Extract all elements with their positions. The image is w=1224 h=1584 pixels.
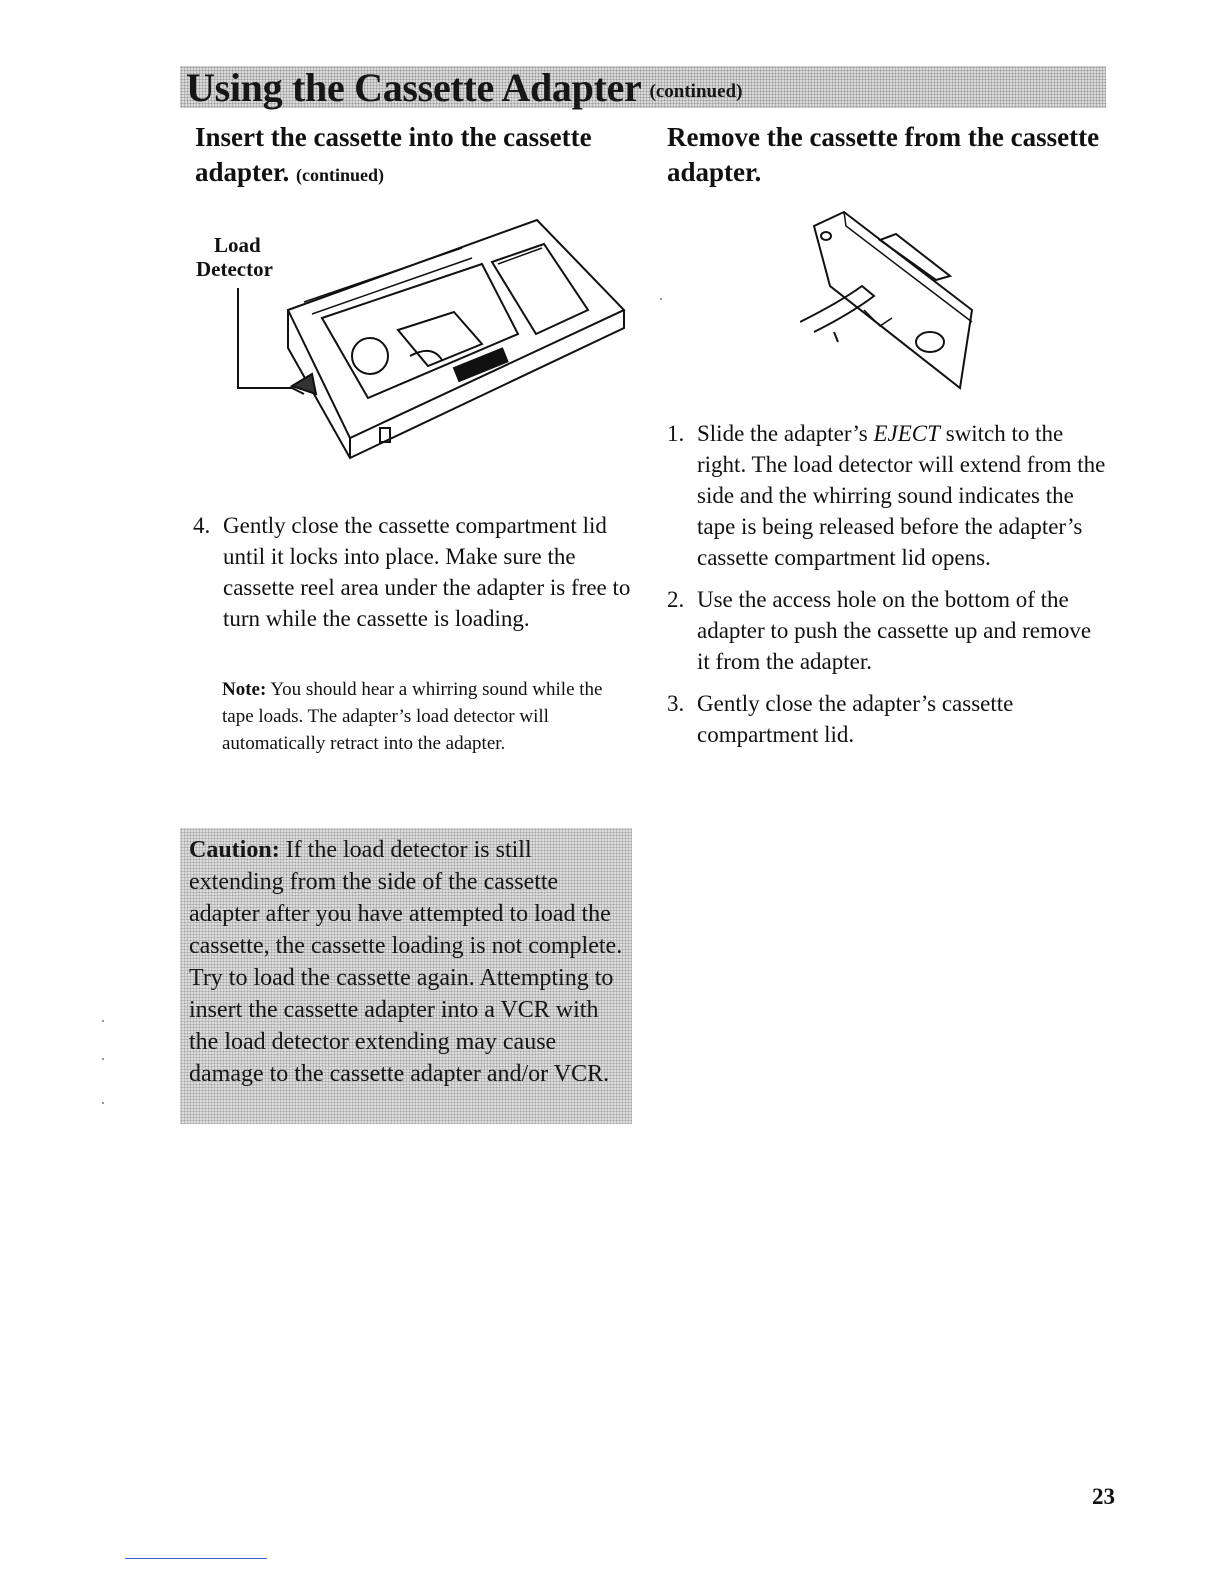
caution-label: Caution: — [189, 837, 280, 863]
step-text: Gently close the cassette compartment lid until it locks into place. Make sure the cassette reel area under the adapter is free to turn while the cassette is loading. — [223, 513, 631, 631]
scan-dot — [102, 1020, 104, 1022]
left-heading-text: Insert the cassette into the cassette adapter. — [195, 122, 592, 187]
note-label: Note: — [222, 679, 267, 700]
page-number: 23 — [1092, 1484, 1115, 1509]
caution-text: If the load detector is still extending from the side of the cassette adapter after you have attempted to load the cassette, the cassette loading is not complete. Try to load the cassette again. Attempting to insert the cassette adapter into a VCR with the load detector extending may cause damage to the cassette adapter and/or VCR. — [189, 837, 623, 1087]
figure-label-line2: Detector — [196, 257, 273, 281]
step-number: 1. — [667, 421, 685, 446]
step-item — [193, 510, 633, 634]
step-text: Use the access hole on the bottom of the adapter to push the cassette up and remove it from the adapter. — [697, 587, 1092, 674]
section-title-bar — [180, 66, 1106, 108]
note-text: You should hear a whirring sound while the tape loads. The adapter’s load detector will automatically retract into the adapter. — [222, 679, 603, 754]
figure-label-line1: Load — [214, 233, 261, 257]
caution-box — [180, 828, 632, 1124]
section-title: Using the Cassette Adapter — [186, 64, 642, 110]
cassette-adapter-figure — [192, 218, 632, 468]
note — [222, 676, 632, 757]
step-item — [667, 584, 1107, 677]
step-item — [667, 688, 1107, 750]
scan-dot — [102, 1102, 104, 1104]
section-title-suffix: (continued) — [649, 81, 743, 102]
step-number: 3. — [667, 691, 685, 716]
step-text-pre: Slide the adapter’s — [697, 421, 874, 446]
left-column-heading — [195, 120, 635, 193]
left-heading-suffix: (continued) — [296, 165, 385, 185]
step-item — [667, 418, 1107, 573]
eject-drawing — [800, 210, 990, 395]
scan-dot — [102, 1058, 104, 1060]
right-column-heading — [667, 120, 1107, 190]
step-text-post: switch to the right. The load detector will extend from the side and the whirring sound indicates the tape is being released before the adapter’s cassette compartment lid opens. — [697, 421, 1106, 570]
step-number: 2. — [667, 587, 685, 612]
left-steps — [193, 510, 633, 634]
step-number: 4. — [193, 513, 211, 538]
eject-label: EJECT — [873, 421, 940, 446]
eject-figure — [800, 210, 990, 395]
right-heading-text: Remove the cassette from the cassette adapter. — [667, 122, 1100, 187]
right-steps — [667, 418, 1107, 761]
footer-rule — [125, 1558, 267, 1559]
scan-dot — [660, 298, 662, 300]
step-text: Gently close the adapter’s cassette compartment lid. — [697, 691, 1014, 747]
